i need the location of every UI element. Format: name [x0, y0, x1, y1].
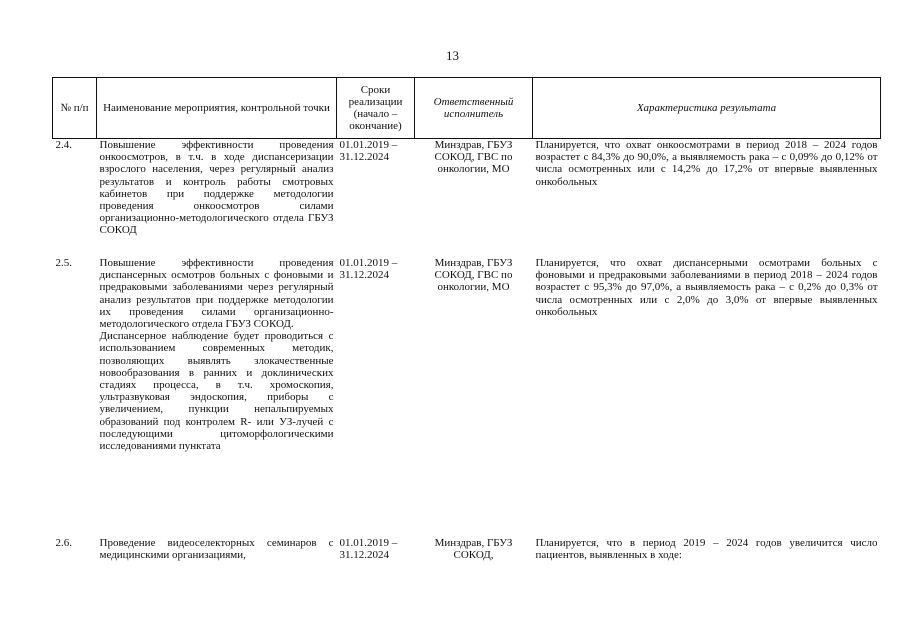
activity-name: Повышение эффективности проведения диспансерных осмотров больных с фоновыми и предраковыми заболеваниями через регулярный анализ результатов при поддержке методологии их проведения силами организационно-методологического отдела ГБУЗ СОКОД.: [99, 257, 334, 331]
table-header-row: [53, 78, 881, 139]
table-row: [53, 257, 881, 537]
activity-responsible: Минздрав, ГБУЗ СОКОД,: [434, 537, 513, 562]
activity-result: Планируется, что охват онкоосмотрами в период 2018 – 2024 годов возрастет с 84,3% до 90,0%, а выявляемость рака – с 0,09% до 0,12% от числа осмотренных или с 14,2% до 17,2% от впервые выявленных онкобольных: [535, 139, 878, 188]
activity-name: Проведение видеоселекторных семинаров с медицинскими организациями,: [99, 537, 334, 562]
row-number: 2.5.: [55, 257, 72, 269]
header-num: № п/п: [53, 78, 97, 139]
row-number: 2.6.: [55, 537, 72, 549]
activity-result: Планируется, что в период 2019 – 2024 годов увеличится число пациентов, выявленных в ходе:: [535, 537, 878, 562]
activity-term: 01.01.2019 – 31.12.2024: [339, 139, 398, 164]
header-responsible: Ответственный исполнитель: [415, 78, 533, 139]
table-row: [53, 139, 881, 258]
activity-result: Планируется, что охват диспансерными осмотрами больных с фоновыми и предраковыми заболеваниями в период 2018 – 2024 годов возрастет с 95,3% до 97,0%, а выявляемость рака – с 0,2% до 0,3% от числа осмотренных или с 2,0% до 3,0% от впервые выявленных онкобольных: [535, 257, 878, 318]
activity-name: Повышение эффективности проведения онкоосмотров, в т.ч. в ходе диспансеризации взрослого населения, через регулярный анализ результатов и контроль работы смотровых кабинетов при поддержке методологии проведения онкоосмотров силами организационно-методологического отдела ГБУЗ СОКОД: [99, 139, 334, 237]
activity-term: 01.01.2019 – 31.12.2024: [339, 257, 398, 282]
header-term: Сроки реализации (начало – окончание): [337, 78, 415, 139]
activity-name-extra: Диспансерное наблюдение будет проводиться с использованием современных методик, позволяющих выявлять злокачественные новообразования в ранних и доклинических стадиях процесса, в т.ч. хромоскопия, ультразвуковая эндоскопия, приборы с увеличением, пункции непальпируемых образований под контролем R- или УЗ-лучей с последующими цитоморфологическими исследованиями пунктата: [99, 330, 334, 453]
header-result: Характеристика результата: [533, 78, 881, 139]
table-row: [53, 537, 881, 561]
activities-table: [52, 77, 881, 561]
row-number: 2.4.: [55, 139, 72, 151]
header-name: Наименование мероприятия, контрольной точки: [97, 78, 337, 139]
page-number: 13: [446, 48, 459, 63]
activity-responsible: Минздрав, ГБУЗ СОКОД, ГВС по онкологии, МО: [434, 257, 513, 294]
activity-responsible: Минздрав, ГБУЗ СОКОД, ГВС по онкологии, МО: [434, 139, 513, 176]
activity-term: 01.01.2019 – 31.12.2024: [339, 537, 398, 562]
activity-name-cell: [97, 257, 337, 537]
